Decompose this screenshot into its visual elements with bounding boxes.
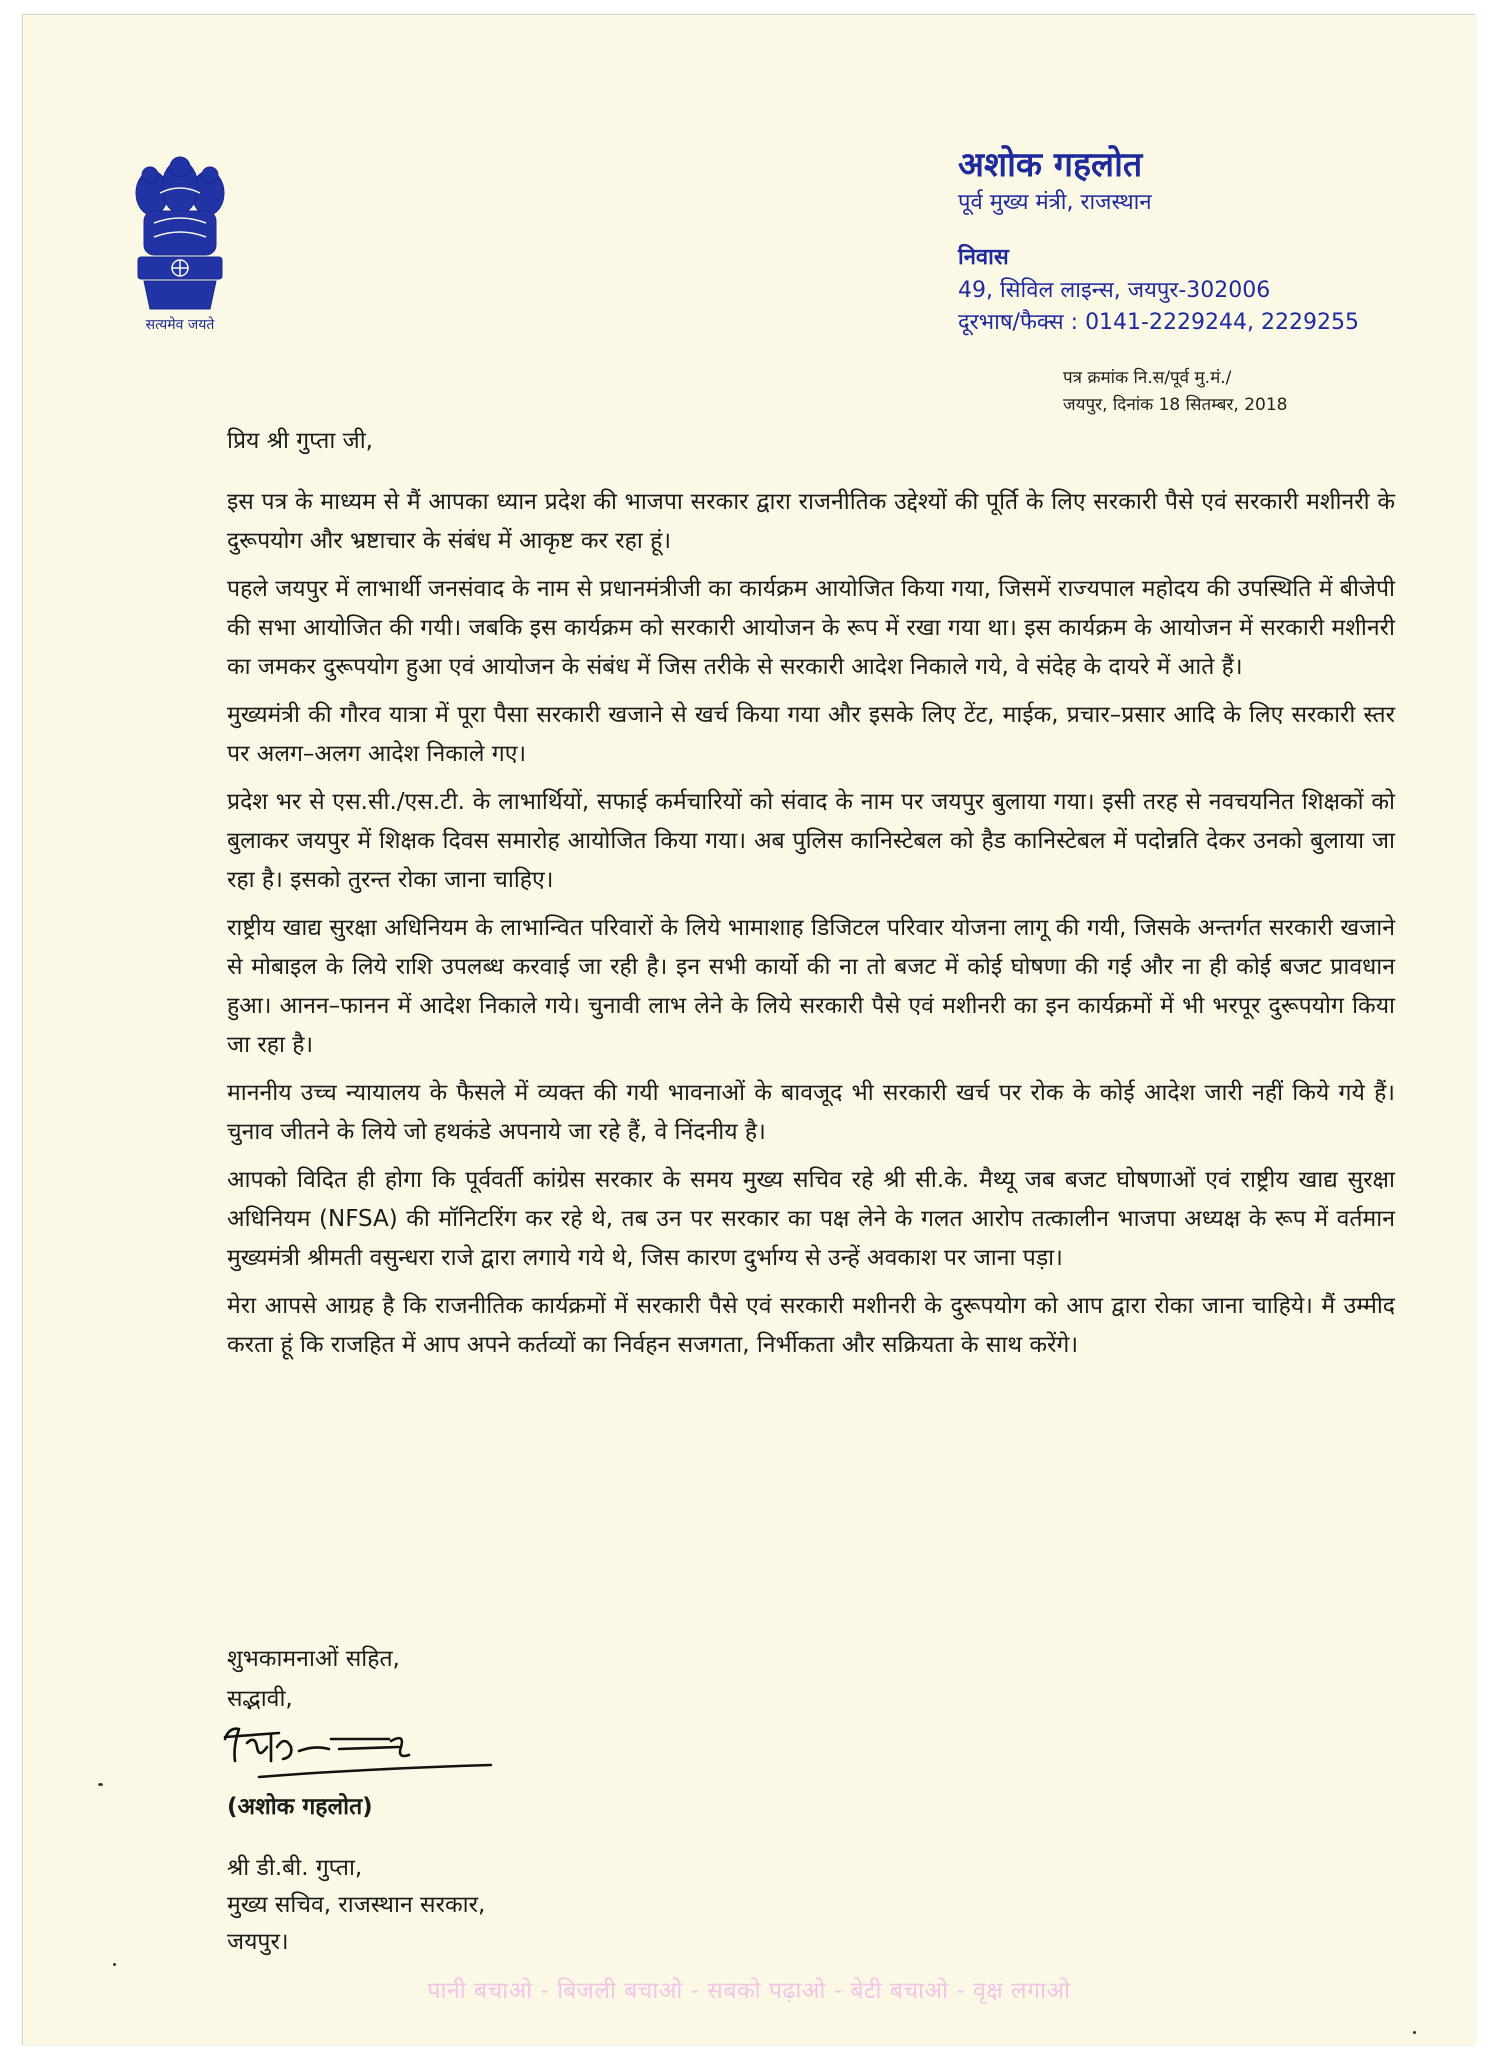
ashoka-emblem-icon	[130, 153, 230, 313]
salutation: प्रिय श्री गुप्ता जी,	[227, 428, 373, 454]
sender-phone: दूरभाष/फैक्स : 0141-2229244, 2229255	[958, 310, 1359, 335]
paragraph: मेरा आपसे आग्रह है कि राजनीतिक कार्यक्रमों में सरकारी पैसे एवं सरकारी मशीनरी के दुरूपयोग को आप द्वारा रोका जाना चाहिये। मैं उम्मीद करता हूं कि राजहित में आप अपने कर्तव्यों का निर्वहन सजगता, निर्भीकता और सक्रियता के साथ करेंगे।	[227, 1293, 1395, 1358]
recipient-block	[227, 1850, 485, 1961]
letter-sheet	[22, 14, 1475, 2045]
state-emblem	[127, 153, 233, 333]
recipient-name: श्री डी.बी. गुप्ता,	[227, 1855, 363, 1881]
residence-label: निवास	[958, 245, 1009, 270]
signature	[219, 1717, 499, 1791]
paragraph: इस पत्र के माध्यम से मैं आपका ध्यान प्रदेश की भाजपा सरकार द्वारा राजनीतिक उद्देश्यों की पूर्ति के लिए सरकारी पैसे एवं सरकारी मशीनरी के दुरूपयोग और भ्रष्टाचार के संबंध में आकृष्ट कर रहा हूं।	[227, 489, 1395, 554]
emblem-motto: सत्यमेव जयते	[145, 317, 215, 333]
reference-date: जयपुर, दिनांक 18 सितम्बर, 2018	[1063, 395, 1288, 415]
sender-address: 49, सिविल लाइन्स, जयपुर-302006	[958, 278, 1271, 303]
closing	[227, 1639, 400, 1719]
paragraph: माननीय उच्च न्यायालय के फैसले में व्यक्त की गयी भावनाओं के बावजूद भी सरकारी खर्च पर रोक के कोई आदेश जारी नहीं किये गये हैं। चुनाव जीतने के लिये जो हथकंडे अपनाये जा रहे हैं, वे निंदनीय है।	[227, 1080, 1395, 1145]
paper-speck	[1413, 2031, 1416, 2034]
handwritten-signature-icon	[219, 1717, 499, 1787]
recipient-city: जयपुर।	[227, 1929, 289, 1955]
paragraph: राष्ट्रीय खाद्य सुरक्षा अधिनियम के लाभान्वित परिवारों के लिये भामाशाह डिजिटल परिवार योजना लागू की गयी, जिसके अन्तर्गत सरकारी खजाने से मोबाइल के लिये राशि उपलब्ध करवाई जा रही है। इन सभी कार्यो की ना तो बजट में कोई घोषणा की गई और ना ही कोई बजट प्रावधान हुआ। आनन–फानन में आदेश निकाले गये। चुनावी लाभ लेने के लिये सरकारी पैसे एवं मशीनरी का इन कार्यक्रमों में भी भरपूर दुरूपयोग किया जा रहा है।	[227, 915, 1395, 1058]
paragraph: आपको विदित ही होगा कि पूर्ववर्ती कांग्रेस सरकार के समय मुख्य सचिव रहे श्री सी.के. मैथ्यू जब बजट घोषणाओं एवं राष्ट्रीय खाद्य सुरक्षा अधिनियम (NFSA) की मॉनिटरिंग कर रहे थे, तब उन पर सरकार का पक्ष लेने के गलत आरोप तत्कालीन भाजपा अध्यक्ष के रूप में वर्तमान मुख्यमंत्री श्रीमती वसुन्धरा राजे द्वारा लगाये गये थे, जिस कारण दुर्भाग्य से उन्हें अवकाश पर जाना पड़ा।	[227, 1167, 1395, 1271]
recipient-designation: मुख्य सचिव, राजस्थान सरकार,	[227, 1892, 486, 1918]
paragraph: प्रदेश भर से एस.सी./एस.टी. के लाभार्थियों, सफाई कर्मचारियों को संवाद के नाम पर जयपुर बुलाया गया। इसी तरह से नवचयनित शिक्षकों को बुलाकर जयपुर में शिक्षक दिवस समारोह आयोजित किया गया। अब पुलिस कानिस्टेबल को हैड कानिस्टेबल में पदोन्नति देकर उनको बुलाया जा रहा है। इसको तुरन्त रोका जाना चाहिए।	[227, 789, 1395, 893]
letter-body	[227, 483, 1395, 1374]
reference-number: पत्र क्रमांक नि.स/पूर्व मु.मं./	[1063, 368, 1232, 388]
paper-speck	[113, 1963, 116, 1966]
sender-title: पूर्व मुख्य मंत्री, राजस्थान	[958, 190, 1152, 215]
closing-wishes: शुभकामनाओं सहित,	[227, 1646, 400, 1672]
signer-name: (अशोक गहलोत)	[227, 1794, 373, 1820]
paragraph: मुख्यमंत्री की गौरव यात्रा में पूरा पैसा सरकारी खजाने से खर्च किया गया और इसके लिए टेंट, माईक, प्रचार–प्रसार आदि के लिए सरकारी स्तर पर अलग–अलग आदेश निकाले गए।	[227, 702, 1395, 767]
letterhead	[958, 143, 1359, 339]
closing-regards: सद्भावी,	[227, 1686, 293, 1712]
sender-name: अशोक गहलोत	[958, 145, 1143, 185]
letter-reference	[1063, 365, 1288, 419]
paragraph: पहले जयपुर में लाभार्थी जनसंवाद के नाम से प्रधानमंत्रीजी का कार्यक्रम आयोजित किया गया, जिसमें राज्यपाल महोदय की उपस्थिति में बीजेपी की सभा आयोजित की गयी। जबकि इस कार्यक्रम को सरकारी आयोजन के रूप में रखा गया था। इस कार्यक्रम के आयोजन में सरकारी मशीनरी का जमकर दुरूपयोग हुआ एवं आयोजन के संबंध में जिस तरीके से सरकारी आदेश निकाले गये, वे संदेह के दायरे में आते हैं।	[227, 576, 1395, 680]
paper-speck	[98, 1783, 103, 1786]
footer-slogan: पानी बचाओ - बिजली बचाओ - सबको पढ़ाओ - बेटी बचाओ - वृक्ष लगाओ	[427, 1978, 1071, 2004]
